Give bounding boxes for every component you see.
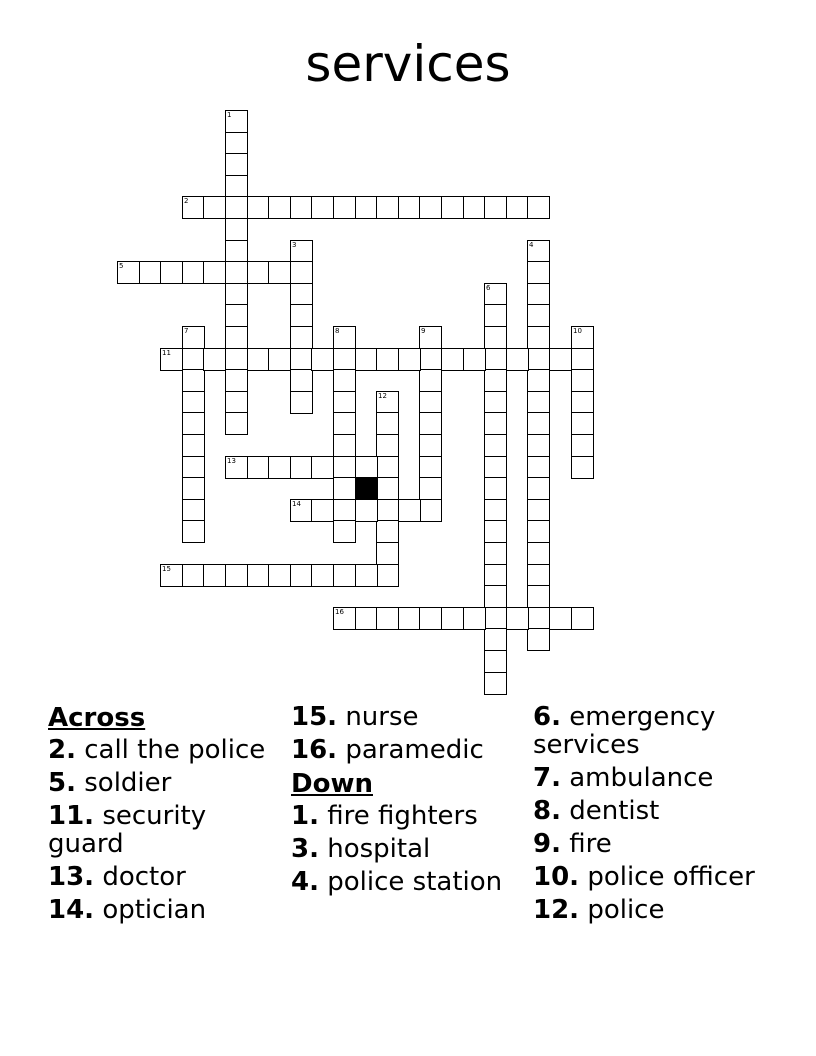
- grid-cell[interactable]: [203, 196, 226, 219]
- grid-cell[interactable]: [484, 283, 507, 306]
- grid-cell[interactable]: [203, 564, 226, 587]
- grid-cell[interactable]: [419, 412, 442, 435]
- grid-cell[interactable]: [484, 607, 507, 630]
- grid-cell[interactable]: [571, 456, 594, 479]
- grid-cell[interactable]: [571, 348, 594, 371]
- grid-cell[interactable]: [160, 348, 183, 371]
- grid-cell[interactable]: [182, 369, 205, 392]
- clue-number: 3: [292, 241, 297, 249]
- grid-cell[interactable]: [506, 348, 529, 371]
- grid-cell[interactable]: [333, 520, 356, 543]
- grid-cell[interactable]: [225, 240, 248, 263]
- grid-cell[interactable]: [182, 196, 205, 219]
- grid-cell[interactable]: [419, 196, 442, 219]
- grid-cell[interactable]: [225, 218, 248, 241]
- grid-cell[interactable]: [290, 456, 313, 479]
- grid-cell[interactable]: [419, 326, 442, 349]
- grid-cell[interactable]: [484, 564, 507, 587]
- grid-cell[interactable]: [484, 585, 507, 608]
- grid-cell[interactable]: [225, 326, 248, 349]
- grid-cell[interactable]: [571, 326, 594, 349]
- grid-cell[interactable]: [527, 240, 550, 263]
- clue-down-4: 4. police station: [291, 867, 503, 897]
- grid-block: [355, 477, 378, 500]
- grid-cell[interactable]: [182, 499, 205, 522]
- grid-cell[interactable]: [182, 412, 205, 435]
- grid-cell[interactable]: [376, 564, 399, 587]
- grid-cell[interactable]: [225, 153, 248, 176]
- clue-down-1: 1. fire fighters: [291, 801, 478, 831]
- grid-cell[interactable]: [333, 607, 356, 630]
- clue-down-6: 6. emergency services: [533, 702, 716, 760]
- grid-cell[interactable]: [376, 434, 399, 457]
- grid-cell[interactable]: [247, 564, 270, 587]
- grid-cell[interactable]: [484, 369, 507, 392]
- grid-cell[interactable]: [441, 348, 464, 371]
- grid-cell[interactable]: [225, 261, 248, 284]
- grid-cell[interactable]: [355, 456, 378, 479]
- clues-column-3: [533, 703, 773, 929]
- clue-across-2: 2. call the police: [48, 735, 266, 765]
- grid-cell[interactable]: [484, 412, 507, 435]
- clue-number: 9: [421, 327, 426, 335]
- grid-cell[interactable]: [355, 607, 378, 630]
- clues-column-2: [291, 703, 531, 901]
- grid-cell[interactable]: [549, 607, 572, 630]
- grid-cell[interactable]: [484, 628, 507, 651]
- grid-cell[interactable]: [376, 542, 399, 565]
- grid-cell[interactable]: [290, 304, 313, 327]
- grid-cell[interactable]: [182, 477, 205, 500]
- grid-cell[interactable]: [484, 348, 507, 371]
- clue-down-9: 9. fire: [533, 829, 612, 859]
- grid-cell[interactable]: [160, 564, 183, 587]
- grid-cell[interactable]: [290, 348, 313, 371]
- grid-cell[interactable]: [376, 196, 399, 219]
- clue-number: 11: [162, 349, 171, 357]
- grid-cell[interactable]: [182, 326, 205, 349]
- grid-cell[interactable]: [571, 412, 594, 435]
- grid-cell[interactable]: [247, 196, 270, 219]
- across-heading: Across: [48, 703, 146, 733]
- grid-cell[interactable]: [355, 196, 378, 219]
- grid-cell[interactable]: [355, 348, 378, 371]
- grid-cell[interactable]: [225, 175, 248, 198]
- grid-cell[interactable]: [182, 348, 205, 371]
- clue-across-15: 15. nurse: [291, 702, 419, 732]
- clue-number: 15: [162, 565, 171, 573]
- grid-cell[interactable]: [290, 261, 313, 284]
- grid-cell[interactable]: [527, 628, 550, 651]
- grid-cell[interactable]: [311, 499, 334, 522]
- grid-cell[interactable]: [182, 520, 205, 543]
- grid-cell[interactable]: [268, 456, 291, 479]
- clue-number: 4: [529, 241, 534, 249]
- grid-cell[interactable]: [333, 434, 356, 457]
- grid-cell[interactable]: [333, 369, 356, 392]
- grid-cell[interactable]: [506, 196, 529, 219]
- grid-cell[interactable]: [463, 196, 486, 219]
- clue-number: 5: [119, 262, 124, 270]
- clue-number: 6: [486, 284, 491, 292]
- grid-cell[interactable]: [139, 261, 162, 284]
- grid-cell[interactable]: [182, 456, 205, 479]
- grid-cell[interactable]: [571, 369, 594, 392]
- grid-cell[interactable]: [311, 348, 334, 371]
- grid-cell[interactable]: [376, 348, 399, 371]
- grid-cell[interactable]: [398, 196, 421, 219]
- grid-cell[interactable]: [268, 261, 291, 284]
- grid-cell[interactable]: [268, 564, 291, 587]
- grid-cell[interactable]: [484, 499, 507, 522]
- clue-number: 16: [335, 608, 344, 616]
- grid-cell[interactable]: [333, 412, 356, 435]
- grid-cell[interactable]: [376, 607, 399, 630]
- clue-number: 8: [335, 327, 340, 335]
- grid-cell[interactable]: [225, 348, 248, 371]
- grid-cell[interactable]: [225, 456, 248, 479]
- grid-cell[interactable]: [182, 434, 205, 457]
- grid-cell[interactable]: [290, 369, 313, 392]
- grid-cell[interactable]: [419, 499, 442, 522]
- clue-down-3: 3. hospital: [291, 834, 431, 864]
- grid-cell[interactable]: [333, 456, 356, 479]
- grid-cell[interactable]: [376, 499, 399, 522]
- grid-cell[interactable]: [527, 391, 550, 414]
- clue-number: 14: [292, 500, 301, 508]
- clue-number: 10: [573, 327, 582, 335]
- grid-cell[interactable]: [419, 369, 442, 392]
- grid-cell[interactable]: [333, 348, 356, 371]
- grid-cell[interactable]: [225, 196, 248, 219]
- grid-cell[interactable]: [203, 348, 226, 371]
- clue-number: 13: [227, 457, 236, 465]
- grid-cell[interactable]: [290, 499, 313, 522]
- grid-cell[interactable]: [527, 283, 550, 306]
- grid-cell[interactable]: [527, 585, 550, 608]
- grid-cell[interactable]: [484, 391, 507, 414]
- grid-cell[interactable]: [247, 261, 270, 284]
- grid-cell[interactable]: [160, 261, 183, 284]
- grid-cell[interactable]: [441, 196, 464, 219]
- grid-cell[interactable]: [333, 564, 356, 587]
- grid-cell[interactable]: [182, 391, 205, 414]
- grid-cell[interactable]: [333, 391, 356, 414]
- clue-number: 1: [227, 111, 232, 119]
- grid-cell[interactable]: [225, 369, 248, 392]
- clue-across-14: 14. optician: [48, 895, 207, 925]
- puzzle-title: services: [305, 35, 511, 93]
- grid-cell[interactable]: [527, 607, 550, 630]
- grid-cell[interactable]: [527, 326, 550, 349]
- clue-across-11: 11. security guard: [48, 801, 207, 859]
- clue-down-7: 7. ambulance: [533, 763, 714, 793]
- grid-cell[interactable]: [225, 564, 248, 587]
- clues-column-1: [48, 703, 288, 929]
- grid-cell[interactable]: [527, 564, 550, 587]
- grid-cell[interactable]: [527, 434, 550, 457]
- grid-cell[interactable]: [484, 304, 507, 327]
- grid-cell[interactable]: [225, 412, 248, 435]
- grid-cell[interactable]: [311, 564, 334, 587]
- grid-cell[interactable]: [419, 348, 442, 371]
- grid-cell[interactable]: [484, 650, 507, 673]
- clue-down-12: 12. police: [533, 895, 665, 925]
- grid-cell[interactable]: [527, 520, 550, 543]
- grid-cell[interactable]: [247, 456, 270, 479]
- clue-number: 12: [378, 392, 387, 400]
- grid-cell[interactable]: [311, 196, 334, 219]
- grid-cell[interactable]: [290, 564, 313, 587]
- grid-cell[interactable]: [290, 391, 313, 414]
- grid-cell[interactable]: [571, 607, 594, 630]
- grid-cell[interactable]: [225, 110, 248, 133]
- grid-cell[interactable]: [419, 391, 442, 414]
- grid-cell[interactable]: [290, 283, 313, 306]
- grid-cell[interactable]: [527, 304, 550, 327]
- grid-cell[interactable]: [419, 434, 442, 457]
- grid-cell[interactable]: [484, 434, 507, 457]
- grid-cell[interactable]: [506, 607, 529, 630]
- grid-cell[interactable]: [527, 261, 550, 284]
- grid-cell[interactable]: [225, 132, 248, 155]
- grid-cell[interactable]: [463, 607, 486, 630]
- grid-cell[interactable]: [571, 391, 594, 414]
- grid-cell[interactable]: [549, 348, 572, 371]
- grid-cell[interactable]: [527, 456, 550, 479]
- grid-cell[interactable]: [225, 304, 248, 327]
- grid-cell[interactable]: [225, 283, 248, 306]
- grid-cell[interactable]: [463, 348, 486, 371]
- grid-cell[interactable]: [376, 456, 399, 479]
- grid-cell[interactable]: [290, 240, 313, 263]
- grid-cell[interactable]: [268, 196, 291, 219]
- grid-cell[interactable]: [527, 542, 550, 565]
- grid-cell[interactable]: [333, 477, 356, 500]
- grid-cell[interactable]: [527, 369, 550, 392]
- grid-cell[interactable]: [419, 607, 442, 630]
- grid-cell[interactable]: [268, 348, 291, 371]
- grid-cell[interactable]: [441, 607, 464, 630]
- grid-cell[interactable]: [398, 607, 421, 630]
- grid-cell[interactable]: [225, 391, 248, 414]
- grid-cell[interactable]: [182, 564, 205, 587]
- grid-cell[interactable]: [484, 477, 507, 500]
- grid-cell[interactable]: [419, 477, 442, 500]
- grid-cell[interactable]: [419, 456, 442, 479]
- grid-cell[interactable]: [484, 456, 507, 479]
- clue-across-13: 13. doctor: [48, 862, 186, 892]
- grid-cell[interactable]: [376, 477, 399, 500]
- grid-cell[interactable]: [527, 477, 550, 500]
- grid-cell[interactable]: [247, 348, 270, 371]
- clue-across-16: 16. paramedic: [291, 735, 484, 765]
- grid-cell[interactable]: [376, 391, 399, 414]
- grid-cell[interactable]: [182, 261, 205, 284]
- grid-cell[interactable]: [333, 326, 356, 349]
- grid-cell[interactable]: [484, 542, 507, 565]
- grid-cell[interactable]: [376, 520, 399, 543]
- grid-cell[interactable]: [333, 499, 356, 522]
- clue-number: 7: [184, 327, 189, 335]
- grid-cell[interactable]: [484, 672, 507, 695]
- grid-cell[interactable]: [333, 196, 356, 219]
- grid-cell[interactable]: [311, 456, 334, 479]
- grid-cell[interactable]: [484, 520, 507, 543]
- down-heading: Down: [291, 769, 373, 799]
- grid-cell[interactable]: [527, 412, 550, 435]
- grid-cell[interactable]: [484, 326, 507, 349]
- clue-across-5: 5. soldier: [48, 768, 172, 798]
- grid-cell[interactable]: [290, 196, 313, 219]
- grid-cell[interactable]: [117, 261, 140, 284]
- grid-cell[interactable]: [527, 499, 550, 522]
- grid-cell[interactable]: [376, 412, 399, 435]
- grid-cell[interactable]: [571, 434, 594, 457]
- grid-cell[interactable]: [527, 348, 550, 371]
- clue-number: 2: [184, 197, 189, 205]
- grid-cell[interactable]: [203, 261, 226, 284]
- clue-down-10: 10. police officer: [533, 862, 755, 892]
- grid-cell[interactable]: [398, 348, 421, 371]
- grid-cell[interactable]: [355, 564, 378, 587]
- grid-cell[interactable]: [484, 196, 507, 219]
- grid-cell[interactable]: [527, 196, 550, 219]
- grid-cell[interactable]: [355, 499, 378, 522]
- grid-cell[interactable]: [398, 499, 421, 522]
- grid-cell[interactable]: [290, 326, 313, 349]
- clue-down-8: 8. dentist: [533, 796, 660, 826]
